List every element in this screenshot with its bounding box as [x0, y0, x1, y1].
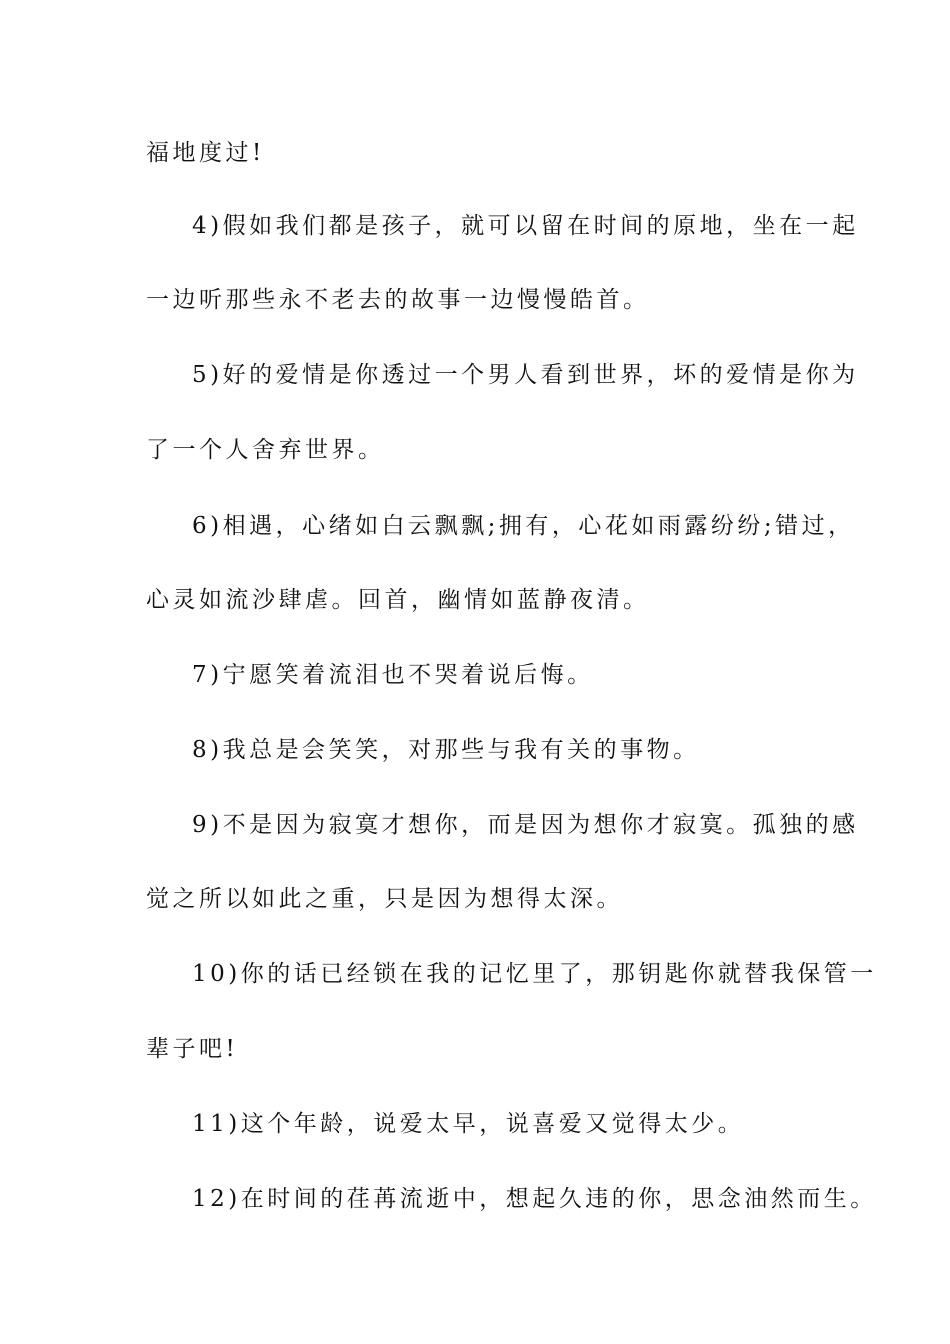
text-line: 6)相遇，心绪如白云飘飘;拥有，心花如雨露纷纷;错过， [192, 513, 855, 539]
text-line: 11)这个年龄，说爱太早，说喜爱又觉得太少。 [192, 1111, 745, 1137]
text-line: 5)好的爱情是你透过一个男人看到世界，坏的爱情是你为 [192, 362, 859, 388]
text-line: 心灵如流沙肆虐。回首，幽情如蓝静夜清。 [146, 587, 650, 613]
text-line: 9)不是因为寂寞才想你，而是因为想你才寂寞。孤独的感 [192, 812, 859, 838]
text-line: 觉之所以如此之重，只是因为想得太深。 [146, 886, 623, 912]
text-line: 一边听那些永不老去的故事一边慢慢皓首。 [146, 287, 650, 313]
text-line: 辈子吧! [146, 1036, 239, 1062]
text-line: 了一个人舍弃世界。 [146, 437, 385, 463]
text-line: 12)在时间的荏苒流逝中，想起久违的你，思念油然而生。 [192, 1186, 877, 1212]
text-line: 4)假如我们都是孩子，就可以留在时间的原地，坐在一起 [192, 213, 859, 239]
text-line: 福地度过! [146, 140, 265, 166]
text-line: 7)宁愿笑着流泪也不哭着说后悔。 [192, 662, 594, 688]
text-line: 8)我总是会笑笑，对那些与我有关的事物。 [192, 737, 700, 763]
text-line: 10)你的话已经锁在我的记忆里了，那钥匙你就替我保管一 [192, 961, 877, 987]
